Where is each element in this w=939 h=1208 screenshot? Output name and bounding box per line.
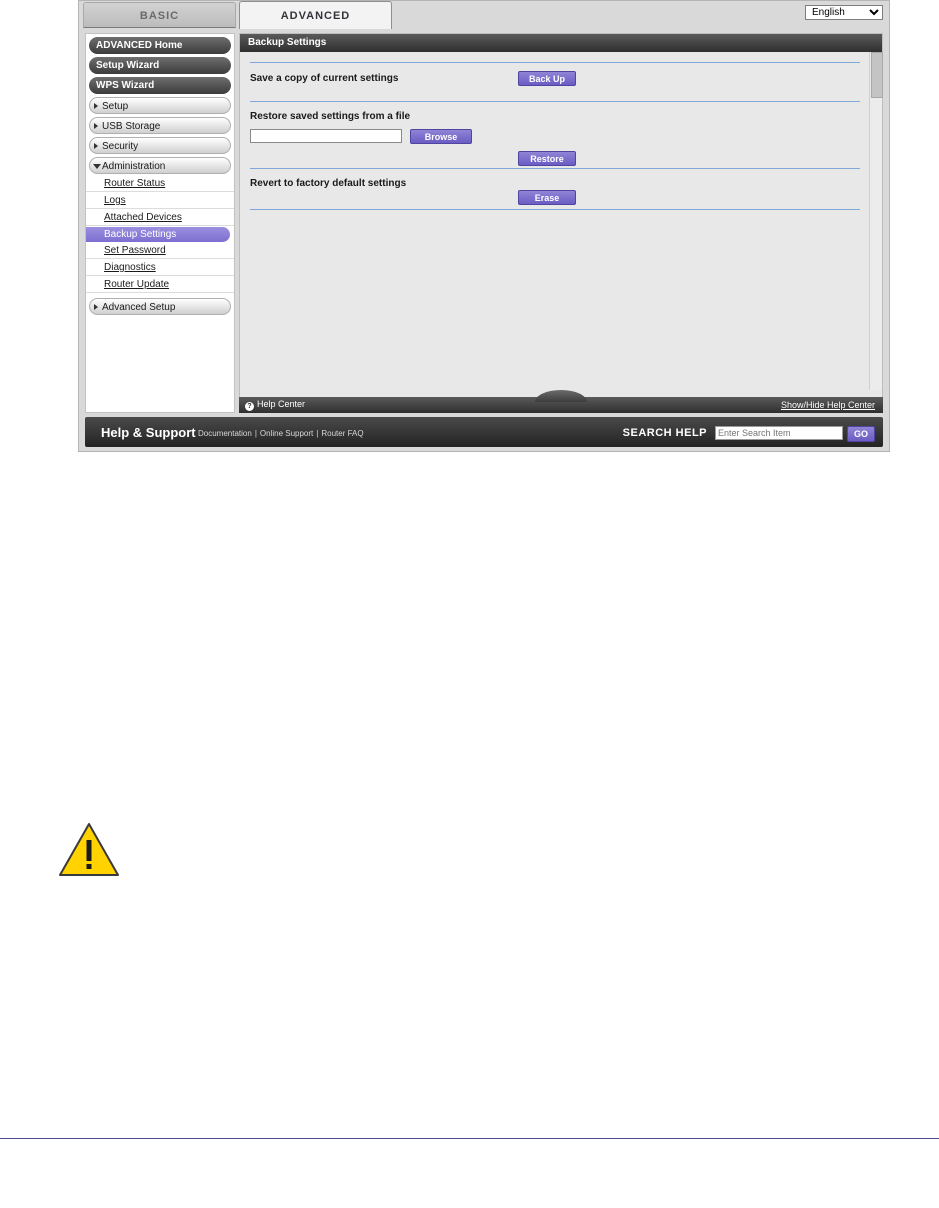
chevron-right-icon xyxy=(94,304,98,310)
sidebar-item-logs[interactable] xyxy=(86,193,234,209)
page-title: Backup Settings xyxy=(240,34,882,52)
sidebar-group-label: Setup xyxy=(102,101,129,112)
show-hide-help-center-link[interactable]: Show/Hide Help Center xyxy=(780,400,875,410)
section-revert xyxy=(240,169,870,209)
divider xyxy=(250,209,860,210)
tab-advanced[interactable]: ADVANCED xyxy=(239,1,392,29)
back-up-button[interactable]: Back Up xyxy=(518,71,576,86)
sidebar-item-setup-wizard[interactable]: Setup Wizard xyxy=(89,57,231,74)
sidebar-group-advanced-setup[interactable] xyxy=(89,298,231,315)
sidebar-item-wps-wizard[interactable]: WPS Wizard xyxy=(89,77,231,94)
tab-strip xyxy=(79,1,889,29)
restore-button[interactable]: Restore xyxy=(518,151,576,166)
section-label-save-copy: Save a copy of current settings xyxy=(250,73,399,84)
footer-links: Documentation | Online Support | Router FAQ xyxy=(198,429,364,438)
question-mark-icon: ? xyxy=(245,402,254,411)
section-save-copy xyxy=(240,63,870,101)
section-restore xyxy=(240,102,870,168)
help-and-support-footer xyxy=(85,417,883,447)
chevron-right-icon xyxy=(94,103,98,109)
help-center-label: Help Center xyxy=(257,399,306,409)
chevron-right-icon xyxy=(94,123,98,129)
sidebar-item-label: Attached Devices xyxy=(104,212,182,223)
warning-triangle-icon xyxy=(58,822,120,878)
browse-button[interactable]: Browse xyxy=(410,129,472,144)
erase-button[interactable]: Erase xyxy=(518,190,576,205)
sidebar-group-administration[interactable] xyxy=(89,157,231,174)
section-label-restore: Restore saved settings from a file xyxy=(250,111,411,122)
window-body xyxy=(79,29,889,451)
sidebar xyxy=(85,33,235,413)
sidebar-item-label: Set Password xyxy=(104,245,166,256)
sidebar-group-label: Administration xyxy=(102,161,166,172)
help-center-bar xyxy=(239,397,883,413)
scrollbar-thumb[interactable] xyxy=(871,52,883,98)
backup-settings-form xyxy=(240,52,870,390)
footer-link-router-faq[interactable]: Router FAQ xyxy=(321,429,364,438)
sidebar-item-label: Diagnostics xyxy=(104,262,156,273)
search-help-label: SEARCH HELP xyxy=(622,427,707,439)
content-panel xyxy=(239,33,883,413)
sidebar-item-router-update[interactable] xyxy=(86,277,234,293)
sidebar-item-backup-settings[interactable] xyxy=(86,227,230,242)
footer-link-online-support[interactable]: Online Support xyxy=(259,429,314,438)
restore-file-input[interactable] xyxy=(250,129,402,143)
page-divider xyxy=(0,1138,939,1139)
sidebar-item-label: Router Status xyxy=(104,178,166,189)
chevron-right-icon xyxy=(94,143,98,149)
sidebar-group-label: Security xyxy=(102,141,139,152)
language-select[interactable] xyxy=(805,5,883,20)
sidebar-item-set-password[interactable] xyxy=(86,243,234,259)
sidebar-group-security[interactable] xyxy=(89,137,231,154)
content-scrollbar[interactable] xyxy=(869,52,882,390)
section-label-revert: Revert to factory default settings xyxy=(250,178,407,189)
sidebar-group-label: USB Storage xyxy=(102,121,161,132)
footer-title: Help & Support xyxy=(101,425,196,440)
tab-basic[interactable]: BASIC xyxy=(83,2,236,28)
go-button[interactable]: GO xyxy=(847,426,875,442)
sidebar-item-attached-devices[interactable] xyxy=(86,210,234,226)
administration-submenu xyxy=(86,176,234,293)
sidebar-item-label: Logs xyxy=(104,195,126,206)
footer-link-documentation[interactable]: Documentation xyxy=(198,429,252,438)
sidebar-item-label: Backup Settings xyxy=(104,229,177,240)
sidebar-item-advanced-home[interactable]: ADVANCED Home xyxy=(89,37,231,54)
sidebar-item-label: Router Update xyxy=(104,279,170,290)
sidebar-item-diagnostics[interactable] xyxy=(86,260,234,276)
chevron-down-icon xyxy=(93,164,101,172)
sidebar-group-setup[interactable] xyxy=(89,97,231,114)
search-input[interactable] xyxy=(715,426,843,440)
sidebar-group-usb-storage[interactable] xyxy=(89,117,231,134)
sidebar-item-router-status[interactable] xyxy=(86,176,234,192)
help-center-label-group[interactable] xyxy=(245,399,305,411)
router-admin-window xyxy=(78,0,890,452)
sidebar-group-label: Advanced Setup xyxy=(102,302,176,313)
